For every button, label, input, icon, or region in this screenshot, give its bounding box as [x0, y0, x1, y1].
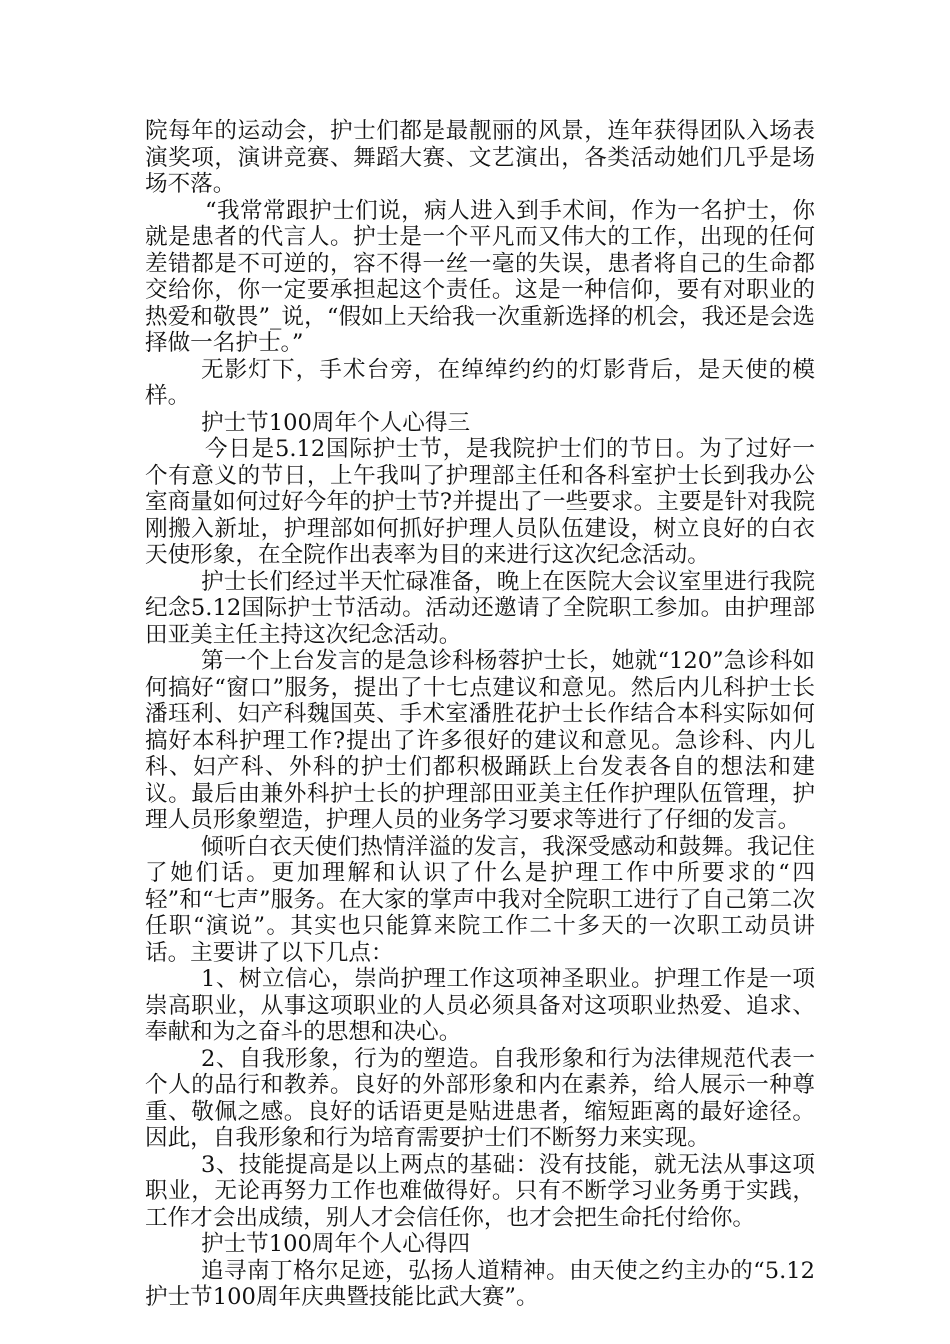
paragraph-nightingale: 追寻南丁格尔足迹，弘扬人道精神。由天使之约主办的“5.12护士节100周年庆典暨技能比武大赛”。: [145, 1257, 815, 1310]
paragraph-point-two: 2、自我形象，行为的塑造。自我形象和行为法律规范代表一个人的品行和教养。良好的外部形象和内在素养，给人展示一种尊重、敬佩之感。良好的话语更是贴进患者，缩短距离的最好途径。因此，自我形象和行为培育需要护士们不断努力来实现。: [145, 1045, 815, 1151]
paragraph-point-one: 1、树立信心，崇尚护理工作这项神圣职业。护理工作是一项崇高职业，从事这项职业的人员必须具备对这项职业热爱、追求、奉献和为之奋斗的思想和决心。: [145, 966, 815, 1045]
document-body: [145, 118, 815, 1311]
paragraph-evening-event: 护士长们经过半天忙碌准备，晚上在医院大会议室里进行我院纪念5.12国际护士节活动。活动还邀请了全院职工参加。由护理部田亚美主任主持这次纪念活动。: [145, 568, 815, 648]
paragraph-nurse-quote: “我常常跟护士们说，病人进入到手术间，作为一名护士，你就是患者的代言人。护士是一个平凡而又伟大的工作，出现的任何差错都是不可逆的，容不得一丝一毫的失误，患者将自己的生命都交给你，你一定要承担起这个责任。这是一种信仰，要有对职业的热爱和敬畏”_说，“假如上天给我一次重新选择的机会，我还是会选择做一名护士。”: [145, 197, 815, 356]
paragraph-inspired: 倾听白衣天使们热情洋溢的发言，我深受感动和鼓舞。我记住了她们话。更加理解和认识了什么是护理工作中所要求的“四轻”和“七声”服务。在大家的掌声中我对全院职工进行了自己第二次任职“演说”。其实也只能算来院工作二十多天的一次职工动员讲话。主要讲了以下几点：: [145, 833, 815, 966]
paragraph-nurses-day-meeting: 今日是5.12国际护士节，是我院护士们的节日。为了过好一个有意义的节日，上午我叫了护理部主任和各科室护士长到我办公室商量如何过好今年的护士节?并提出了一些要求。主要是针对我院刚搬入新址，护理部如何抓好护理人员队伍建设，树立良好的白衣天使形象，在全院作出表率为目的来进行这次纪念活动。: [145, 436, 815, 568]
section-heading-four: 护士节100周年个人心得四: [201, 1231, 471, 1257]
section-heading-three: 护士节100周年个人心得三: [201, 409, 471, 436]
paragraph-speeches: 第一个上台发言的是急诊科杨蓉护士长，她就“120”急诊科如何搞好“窗口”服务，提出了十七点建议和意见。然后内儿科护士长潘珏利、妇产科魏国英、手术室潘胜花护士长作结合本科实际如何搞好本科护理工作?提出了许多很好的建议和意见。急诊科、内儿科、妇产科、外科的护士们都积极踊跃上台发表各自的想法和建议。最后由兼外科护士长的护理部田亚美主任作护理队伍管理，护理人员形象塑造，护理人员的业务学习要求等进行了仔细的发言。: [145, 648, 815, 833]
paragraph-point-three: 3、技能提高是以上两点的基础：没有技能，就无法从事这项职业，无论再努力工作也难做得好。只有不断学习业务勇于实践，工作才会出成绩，别人才会信任你，也才会把生命托付给你。: [145, 1151, 815, 1231]
paragraph-sports-events: 院每年的运动会，护士们都是最靓丽的风景，连年获得团队入场表演奖项，演讲竞赛、舞蹈大赛、文艺演出，各类活动她们几乎是场场不落。: [145, 118, 815, 197]
paragraph-shadowless-lamp: 无影灯下，手术台旁，在绰绰约约的灯影背后，是天使的模样。: [145, 356, 815, 409]
